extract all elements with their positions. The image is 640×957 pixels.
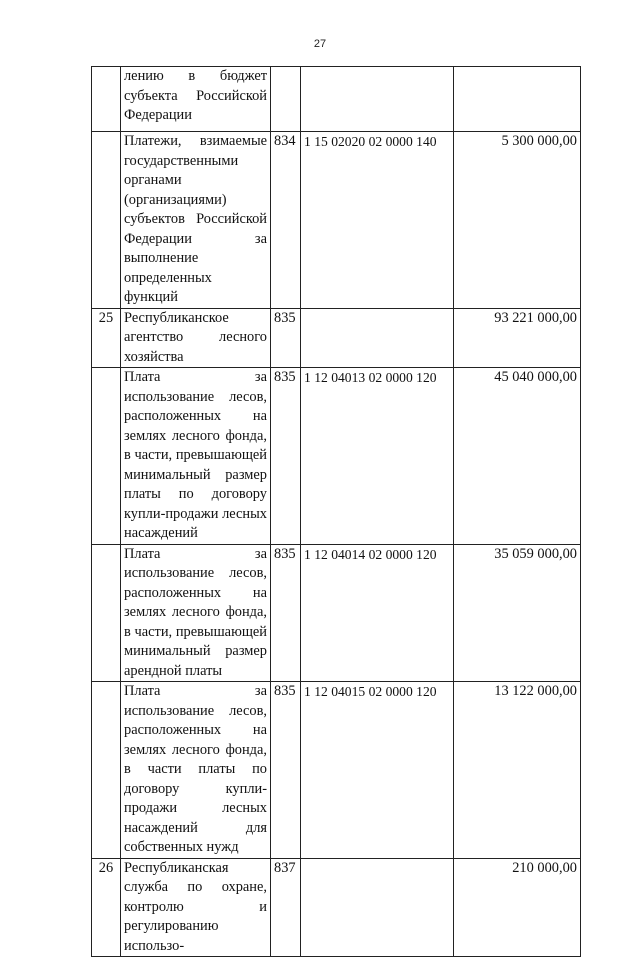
budget-classification-code-cell: 1 15 02020 02 0000 140	[301, 132, 454, 309]
row-description-cell: Платежи, взимаемые государственными органами (организациями) субъектов Российской Федерации за выполнение определенных функций	[121, 132, 271, 309]
admin-code-cell: 835	[271, 682, 301, 859]
table-row	[92, 132, 581, 309]
budget-classification-code-cell	[301, 67, 454, 132]
budget-classification-code-cell: 1 12 04015 02 0000 120	[301, 682, 454, 859]
amount-cell: 35 059 000,00	[454, 544, 581, 682]
row-description-cell: Плата за использование лесов, расположенных на землях лесного фонда, в части платы по договору купли-продажи лесных насаждений для собственных нужд	[121, 682, 271, 859]
amount-cell: 13 122 000,00	[454, 682, 581, 859]
row-description-cell: Плата за использование лесов, расположенных на землях лесного фонда, в части, превышающей минимальный размер платы по договору купли-продажи лесных насаждений	[121, 368, 271, 545]
amount-cell: 210 000,00	[454, 858, 581, 957]
row-number-cell	[92, 544, 121, 682]
row-description-cell: лению в бюджет субъекта Российской Федерации	[121, 67, 271, 132]
amount-cell: 45 040 000,00	[454, 368, 581, 545]
amount-cell: 93 221 000,00	[454, 308, 581, 368]
admin-code-cell: 835	[271, 544, 301, 682]
table-row	[92, 682, 581, 859]
admin-code-cell: 837	[271, 858, 301, 957]
table-row	[92, 544, 581, 682]
budget-classification-code-cell	[301, 858, 454, 957]
table-row	[92, 858, 581, 957]
budget-classification-code-cell	[301, 308, 454, 368]
row-description-cell: Республиканская служба по охране, контролю и регулированию использо-	[121, 858, 271, 957]
page-number: 27	[313, 38, 327, 50]
admin-code-cell: 835	[271, 368, 301, 545]
budget-classification-code-cell: 1 12 04014 02 0000 120	[301, 544, 454, 682]
amount-cell	[454, 67, 581, 132]
admin-code-cell: 835	[271, 308, 301, 368]
row-number-cell	[92, 132, 121, 309]
row-number-cell: 26	[92, 858, 121, 957]
admin-code-cell: 834	[271, 132, 301, 309]
row-number-cell	[92, 368, 121, 545]
budget-classification-code-cell: 1 12 04013 02 0000 120	[301, 368, 454, 545]
amount-cell: 5 300 000,00	[454, 132, 581, 309]
row-description-cell: Плата за использование лесов, расположенных на землях лесного фонда, в части, превышающей минимальный размер арендной платы	[121, 544, 271, 682]
table-row	[92, 67, 581, 132]
row-number-cell	[92, 682, 121, 859]
revenue-table	[91, 66, 581, 957]
row-number-cell: 25	[92, 308, 121, 368]
row-number-cell	[92, 67, 121, 132]
row-description-cell: Республиканское агентство лесного хозяйства	[121, 308, 271, 368]
admin-code-cell	[271, 67, 301, 132]
table-row	[92, 368, 581, 545]
table-row	[92, 308, 581, 368]
